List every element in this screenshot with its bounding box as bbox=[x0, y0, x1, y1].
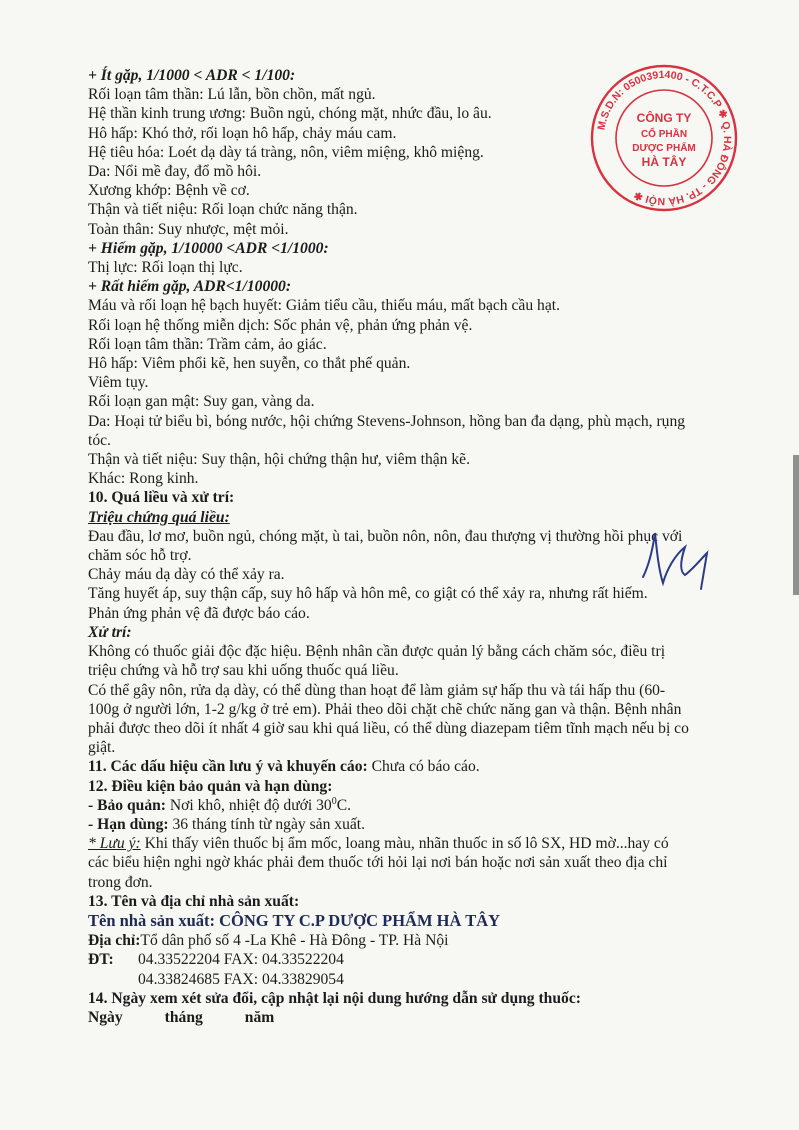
section-12-heading: 12. Điều kiện bảo quản và hạn dùng: bbox=[88, 777, 333, 795]
text-line: Rối loạn tâm thần: Lú lẫn, bồn chồn, mất ngủ. bbox=[88, 86, 376, 104]
text-line: Thận và tiết niệu: Rối loạn chức năng thận. bbox=[88, 201, 358, 219]
text-line: Không có thuốc giải độc đặc hiệu. Bệnh nhân cần được quản lý bằng cách chăm sóc, điều trị bbox=[88, 643, 666, 661]
signature-mark bbox=[635, 525, 725, 595]
expiry-value: 36 tháng tính từ ngày sản xuất. bbox=[168, 815, 366, 833]
text-line: Da: Nổi mề đay, đổ mồ hôi. bbox=[88, 163, 262, 181]
text-line: tóc. bbox=[88, 431, 111, 449]
maker-row bbox=[88, 911, 768, 931]
text-line: Hệ tiêu hóa: Loét dạ dày tá tràng, nôn, viêm miệng, khô miệng. bbox=[88, 143, 484, 161]
text-line: Hệ thần kinh trung ương: Buồn ngủ, chóng mặt, nhức đầu, lo âu. bbox=[88, 105, 492, 123]
text-line: triệu chứng và hỗ trợ sau khi uống thuốc quá liều. bbox=[88, 662, 399, 680]
text-line: phải được theo dõi ít nhất 4 giờ sau khi quá liều, có thể dùng diazepam tiêm tĩnh mạch nếu bị co bbox=[88, 719, 689, 737]
revision-date-row bbox=[88, 1008, 768, 1027]
maker-value: CÔNG TY C.P DƯỢC PHẨM HÀ TÂY bbox=[215, 910, 501, 930]
seal-line-2: CỔ PHẦN bbox=[640, 129, 688, 140]
text-line: Máu và rối loạn hệ bạch huyết: Giảm tiểu cầu, thiếu máu, mất bạch cầu hạt. bbox=[88, 297, 560, 315]
text-line: 10. Quá liều và xử trí: bbox=[88, 489, 235, 507]
expiry-label: - Hạn dùng: bbox=[88, 815, 169, 833]
section-11-value: Chưa có báo cáo. bbox=[367, 758, 480, 776]
section-13-heading: 13. Tên và địa chỉ nhà sản xuất: bbox=[88, 892, 300, 910]
text-line: Đau đầu, lơ mơ, buồn ngủ, chóng mặt, ù tai, buồn nôn, nôn, đau thượng vị thường hồi phục với bbox=[88, 527, 683, 545]
text-line: Có thể gây nôn, rửa dạ dày, có thể dùng than hoạt để làm giảm sự hấp thu và tái hấp thu (60- bbox=[88, 681, 666, 699]
seal-line-3: DƯỢC PHẨM bbox=[632, 143, 696, 154]
date-day-label: Ngày bbox=[88, 1008, 123, 1026]
section-11 bbox=[88, 757, 768, 776]
note-text-3: trong đơn. bbox=[88, 873, 153, 891]
address-label: Địa chỉ: bbox=[88, 932, 141, 950]
text-line: Toàn thân: Suy nhược, mệt mỏi. bbox=[88, 220, 289, 238]
phone-line-1: 04.33522204 FAX: 04.33522204 bbox=[138, 951, 344, 969]
seal-line-1: CÔNG TY bbox=[636, 111, 692, 125]
date-year-label: năm bbox=[244, 1008, 275, 1026]
seal-line-4: HÀ TÂY bbox=[641, 155, 687, 169]
text-line: Hô hấp: Viêm phổi kẽ, hen suyễn, co thắt phế quản. bbox=[88, 355, 411, 373]
storage-degree: 0 bbox=[331, 795, 337, 807]
phone-row-1 bbox=[88, 950, 768, 969]
text-line: Rối loạn gan mật: Suy gan, vàng da. bbox=[88, 393, 315, 411]
phone-line-2: 04.33824685 FAX: 04.33829054 bbox=[138, 970, 344, 988]
date-month-label: tháng bbox=[164, 1008, 203, 1026]
text-line: Chảy máu dạ dày có thể xảy ra. bbox=[88, 566, 285, 584]
company-seal bbox=[588, 62, 740, 214]
scan-edge-shadow bbox=[793, 455, 799, 595]
text-line: Xương khớp: Bệnh về cơ. bbox=[88, 182, 250, 200]
maker-label: Tên nhà sản xuất: bbox=[88, 910, 215, 930]
text-line: Rối loạn hệ thống miễn dịch: Sốc phản vệ, phản ứng phản vệ. bbox=[88, 316, 473, 334]
text-line: Viêm tụy. bbox=[88, 374, 149, 392]
text-line: Thị lực: Rối loạn thị lực. bbox=[88, 259, 243, 277]
text-line: Xử trí: bbox=[88, 623, 132, 641]
text-line: Tăng huyết áp, suy thận cấp, suy hô hấp và hôn mê, co giật có thể xảy ra, nhưng rất hiếm. bbox=[88, 585, 648, 603]
address-value: Tổ dân phố số 4 -La Khê - Hà Đông - TP. Hà Nội bbox=[140, 932, 449, 950]
text-line: Phản ứng phản vệ đã được báo cáo. bbox=[88, 604, 310, 622]
text-line: + Hiếm gặp, 1/10000 <ADR <1/1000: bbox=[88, 239, 329, 257]
text-line: Thận và tiết niệu: Suy thận, hội chứng thận hư, viêm thận kẽ. bbox=[88, 451, 470, 469]
text-line: + Rất hiếm gặp, ADR<1/10000: bbox=[88, 278, 292, 296]
section-14-heading: 14. Ngày xem xét sửa đổi, cập nhật lại nội dung hướng dẫn sử dụng thuốc: bbox=[88, 989, 581, 1007]
storage-unit: C. bbox=[336, 796, 352, 814]
storage-label: - Bảo quản: bbox=[88, 796, 166, 814]
text-line: 100g ở người lớn, 1-2 g/kg ở trẻ em). Phải theo dõi chặt chẽ chức năng gan và thận. Bệnh nhân bbox=[88, 700, 682, 718]
note-text-2: các biểu hiện nghi ngờ khác phải đem thuốc tới hỏi lại nơi bán hoặc nơi sản xuất theo địa chỉ bbox=[88, 854, 668, 872]
text-line: Da: Hoại tử biểu bì, bóng nước, hội chứng Stevens-Johnson, hồng ban đa dạng, phù mạch, rụng bbox=[88, 412, 686, 430]
note-text-1: Khi thấy viên thuốc bị ẩm mốc, loang màu, nhãn thuốc in số lô SX, HD mờ...hay có bbox=[140, 835, 669, 853]
seal-ring-text: M.S.D.N: 0500391400 - C.T.C.P ✱ Q. HÀ ĐÔNG - TP. HÀ NỘI ✱ bbox=[595, 68, 734, 208]
storage-value: Nơi khô, nhiệt độ dưới 30 bbox=[166, 796, 332, 814]
text-line: Triệu chứng quá liều: bbox=[88, 508, 230, 526]
text-line: + Ít gặp, 1/1000 < ADR < 1/100: bbox=[88, 67, 296, 84]
phone-label: ĐT: bbox=[88, 951, 114, 969]
text-line: giật. bbox=[88, 739, 116, 757]
address-row bbox=[88, 931, 768, 950]
text-line: chăm sóc hỗ trợ. bbox=[88, 547, 192, 565]
text-line: Rối loạn tâm thần: Trầm cảm, ảo giác. bbox=[88, 335, 327, 353]
note-row-1 bbox=[88, 834, 768, 853]
expiry-row bbox=[88, 815, 768, 834]
text-line: Khác: Rong kinh. bbox=[88, 470, 199, 488]
section-11-label: 11. Các dấu hiệu cần lưu ý và khuyến cáo: bbox=[88, 758, 368, 776]
storage-row bbox=[88, 796, 768, 815]
note-label: * Lưu ý: bbox=[88, 835, 141, 853]
text-line: Hô hấp: Khó thở, rối loạn hô hấp, chảy máu cam. bbox=[88, 124, 397, 142]
